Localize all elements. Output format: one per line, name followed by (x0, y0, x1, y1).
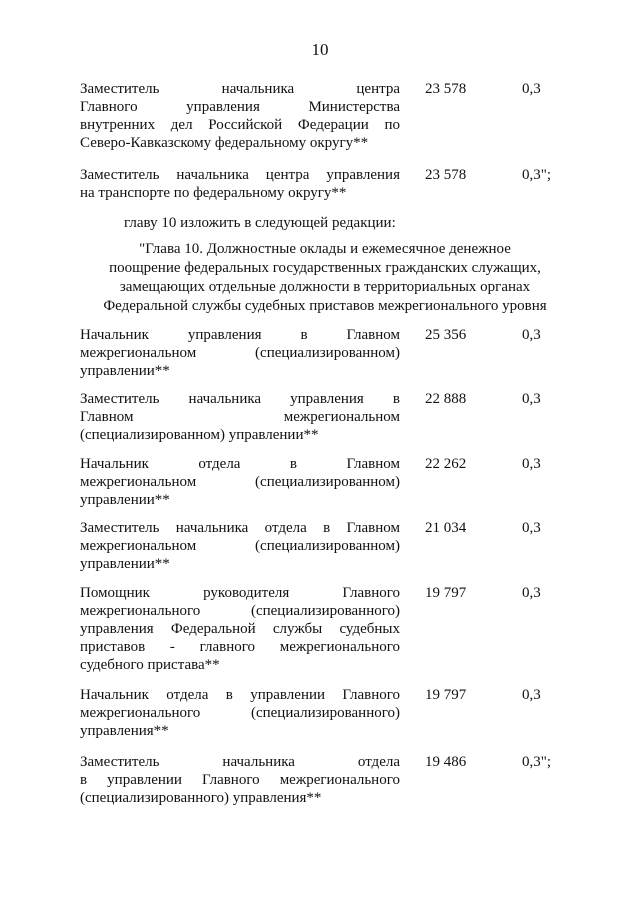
page-number: 10 (311, 40, 329, 59)
position-line: межрегиональном (специализированном) (80, 345, 400, 361)
position-line: межрегионального (специализированного) (80, 705, 400, 721)
position-line: Начальник отдела в управлении Главного (80, 687, 400, 703)
position-title (80, 390, 400, 444)
position-line: (специализированном) управлении** (80, 427, 319, 443)
position-line: межрегиональном (специализированном) (80, 474, 400, 490)
chapter-heading (80, 240, 570, 316)
salary-value: 23 578 (425, 167, 467, 183)
salary-value: 19 797 (425, 687, 467, 703)
position-line: Заместитель начальника управления в (80, 391, 400, 407)
instruction-text: главу 10 изложить в следующей редакции: (124, 215, 396, 231)
position-line: Начальник отдела в Главном (80, 456, 400, 472)
chapter-heading-line: Федеральной службы судебных приставов межрегионального уровня (103, 298, 547, 314)
coefficient-value: 0,3 (522, 585, 541, 601)
position-line: Главном межрегиональном (80, 409, 400, 425)
position-line: Заместитель начальника отдела (80, 754, 400, 770)
position-title (80, 455, 400, 509)
position-line: на транспорте по федеральному округу** (80, 185, 347, 201)
salary-value: 22 888 (425, 391, 467, 407)
position-line: управлении** (80, 556, 170, 572)
salary-value: 21 034 (425, 520, 467, 536)
position-line: в управлении Главного межрегионального (80, 772, 400, 788)
salary-value: 22 262 (425, 456, 467, 472)
position-title (80, 326, 400, 380)
coefficient-value: 0,3"; (522, 754, 552, 770)
salary-value: 23 578 (425, 81, 467, 97)
coefficient-value: 0,3 (522, 687, 541, 703)
salary-value: 19 797 (425, 585, 467, 601)
coefficient-value: 0,3 (522, 327, 541, 343)
chapter-heading-line: поощрение федеральных государственных гражданских служащих, (109, 260, 541, 276)
position-line: Помощник руководителя Главного (80, 585, 400, 601)
position-line: управлении** (80, 492, 170, 508)
position-title (80, 686, 400, 740)
position-line: управления Федеральной службы судебных (80, 621, 400, 637)
chapter-heading-line: "Глава 10. Должностные оклады и ежемесячное денежное (139, 241, 511, 257)
position-line: (специализированного) управления** (80, 790, 322, 806)
position-line: Северо-Кавказскому федеральному округу** (80, 135, 369, 151)
coefficient-value: 0,3 (522, 456, 541, 472)
position-line: Заместитель начальника отдела в Главном (80, 520, 400, 536)
position-title (80, 166, 400, 202)
coefficient-value: 0,3 (522, 81, 541, 97)
position-line: судебного пристава** (80, 657, 220, 673)
position-title (80, 584, 400, 674)
position-line: приставов - главного межрегионального (80, 639, 400, 655)
position-line: Заместитель начальника центра управления (80, 167, 400, 183)
position-title (80, 80, 400, 152)
position-line: межрегионального (специализированного) (80, 603, 400, 619)
position-line: управлении** (80, 363, 170, 379)
coefficient-value: 0,3"; (522, 167, 552, 183)
position-title (80, 753, 400, 807)
salary-value: 19 486 (425, 754, 467, 770)
position-line: межрегиональном (специализированном) (80, 538, 400, 554)
chapter-heading-line: замещающих отдельные должности в территориальных органах (119, 279, 531, 295)
position-line: Заместитель начальника центра (80, 81, 400, 97)
salary-value: 25 356 (425, 327, 467, 343)
position-title (80, 519, 400, 573)
position-line: Начальник управления в Главном (80, 327, 400, 343)
position-line: Главного управления Министерства (80, 99, 400, 115)
position-line: внутренних дел Российской Федерации по (80, 117, 400, 133)
coefficient-value: 0,3 (522, 391, 541, 407)
coefficient-value: 0,3 (522, 520, 541, 536)
position-line: управления** (80, 723, 169, 739)
